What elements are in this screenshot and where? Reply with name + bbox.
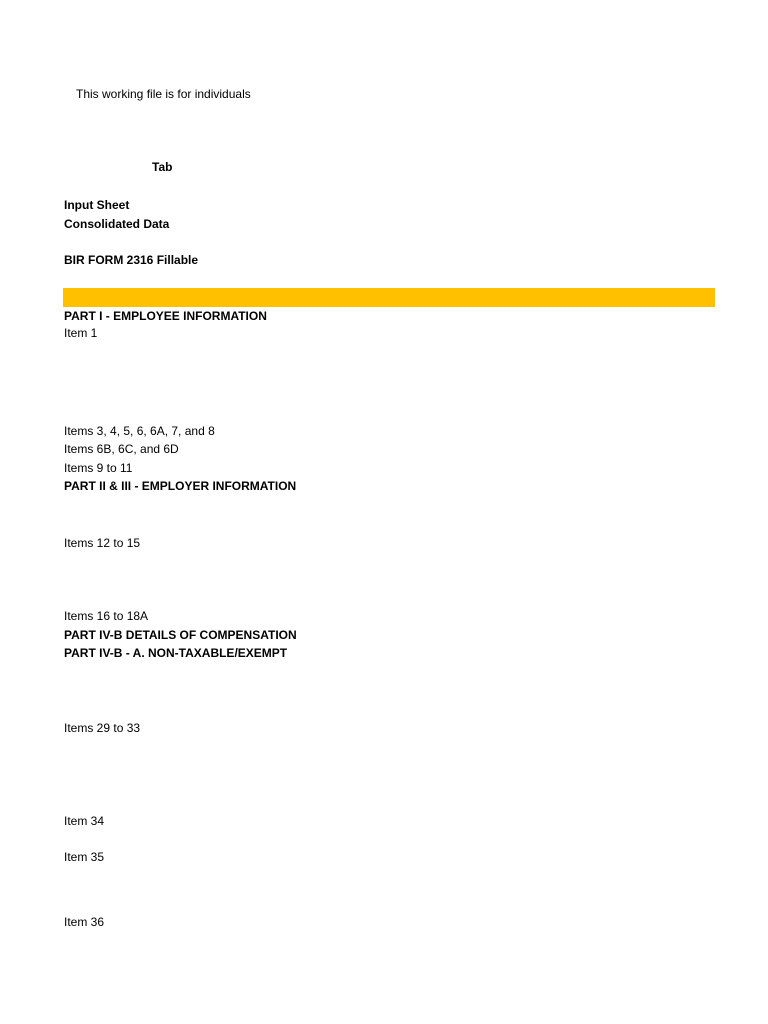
row-items-16-to-18a: Items 16 to 18A: [64, 609, 149, 623]
intro-text: This working file is for individuals: [76, 87, 251, 101]
row-item35: Item 35: [64, 850, 105, 864]
tab-link-bir-form[interactable]: BIR FORM 2316 Fillable: [64, 253, 199, 267]
row-item36: Item 36: [64, 915, 105, 929]
row-item1: Item 1: [64, 326, 98, 340]
highlight-band: [63, 288, 715, 307]
row-items-9-to-11: Items 9 to 11: [64, 461, 133, 475]
tab-link-input-sheet[interactable]: Input Sheet: [64, 198, 130, 212]
row-items-29-to-33: Items 29 to 33: [64, 721, 141, 735]
section-part4b-details-heading: PART IV-B DETAILS OF COMPENSATION: [64, 628, 297, 642]
section-part1-heading: PART I - EMPLOYEE INFORMATION: [64, 309, 267, 323]
row-items-12-to-15: Items 12 to 15: [64, 536, 141, 550]
row-item34: Item 34: [64, 814, 105, 828]
section-part4b-a-heading: PART IV-B - A. NON-TAXABLE/EXEMPT: [64, 646, 288, 660]
tab-column-header: Tab: [152, 160, 173, 174]
tab-link-consolidated-data[interactable]: Consolidated Data: [64, 217, 170, 231]
section-part2-3-heading: PART II & III - EMPLOYER INFORMATION: [64, 479, 297, 493]
row-items-3-to-8: Items 3, 4, 5, 6, 6A, 7, and 8: [64, 424, 215, 438]
row-items-6b-6c-6d: Items 6B, 6C, and 6D: [64, 442, 179, 456]
